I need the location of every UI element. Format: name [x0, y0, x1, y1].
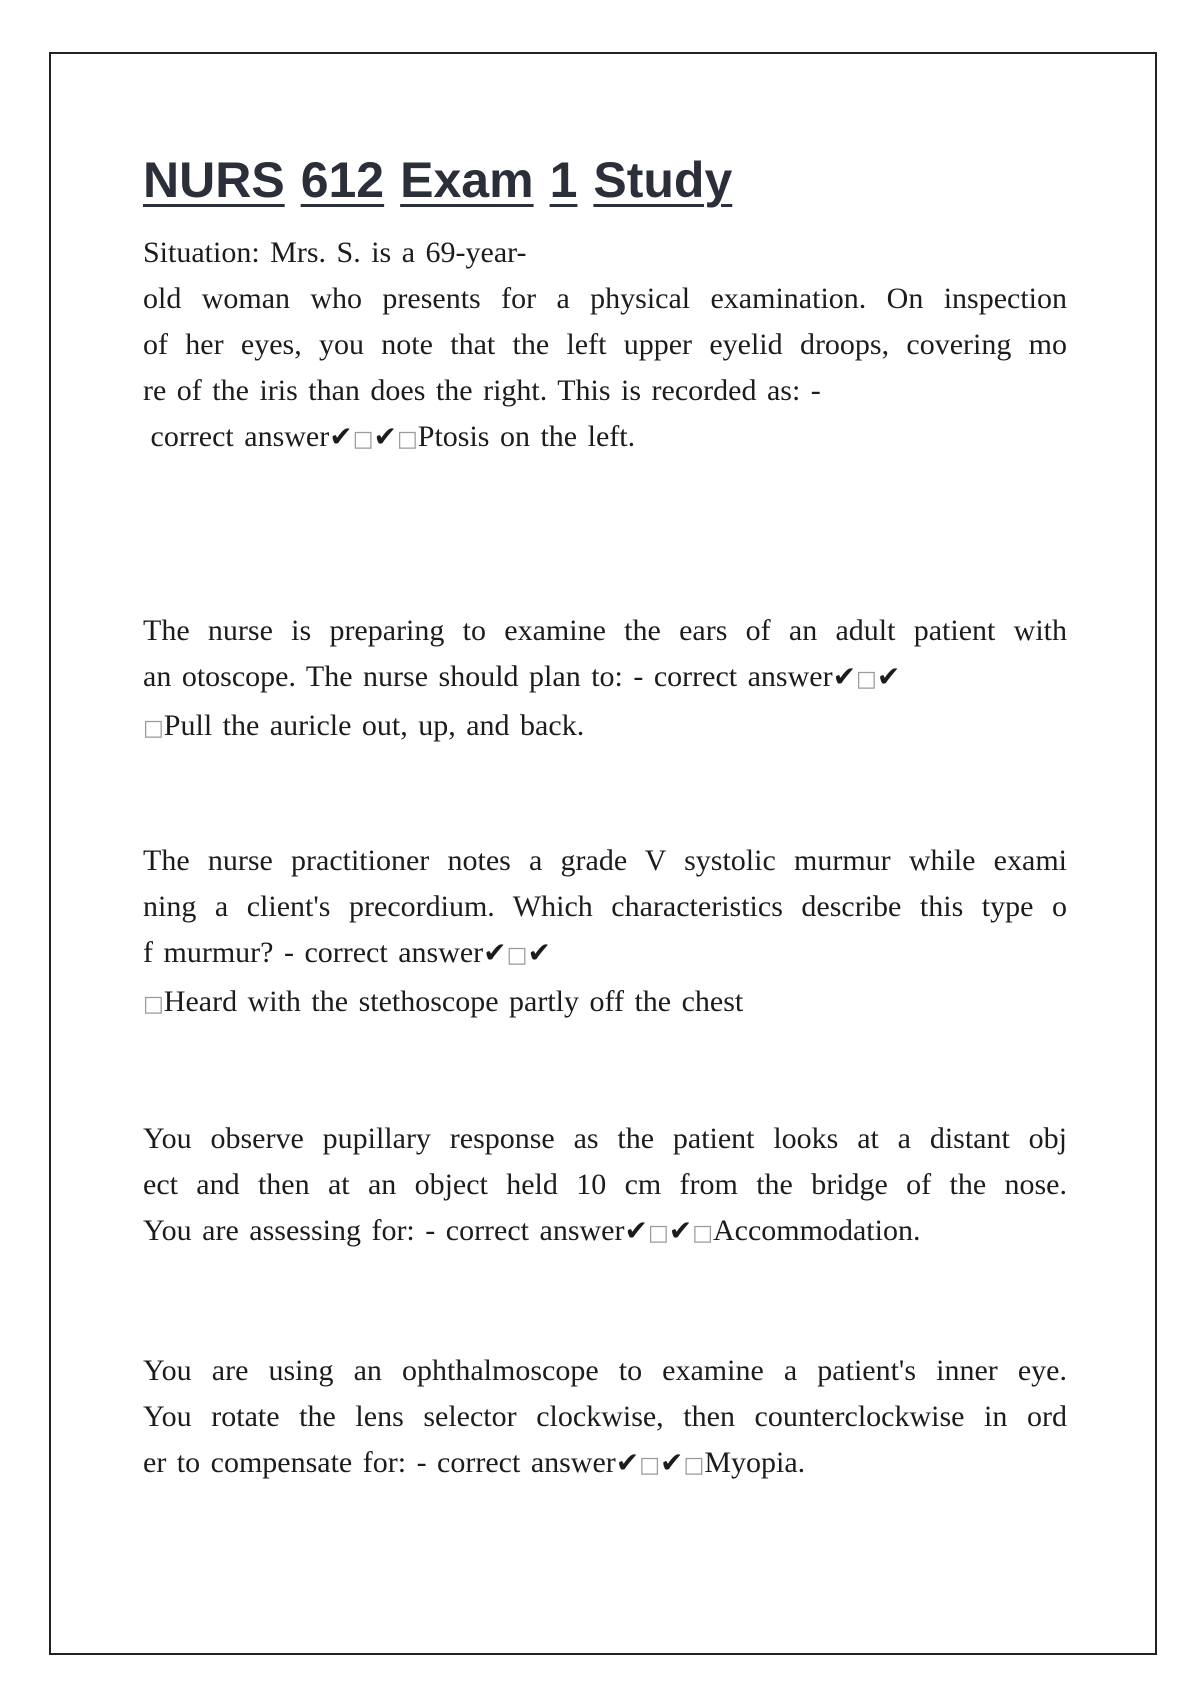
qa-item-3: [143, 838, 1067, 1028]
missing-glyph-box-icon: □: [692, 1221, 714, 1246]
check-icon: ✔: [483, 936, 507, 969]
answer-line: [143, 703, 1067, 752]
qa-item-5: [143, 1348, 1067, 1489]
answer-prefix: correct answer: [143, 420, 330, 453]
question-line: f murmur? - correct answer: [143, 936, 484, 969]
answer-line: [143, 654, 1067, 703]
check-icon: ✔: [615, 1446, 640, 1479]
question-line: of her eyes, you note that the left upper eyelid droops, covering mo: [143, 328, 1067, 361]
qa-item-1: [143, 230, 1067, 463]
answer-text: Ptosis on the left.: [417, 420, 636, 453]
check-icon: ✔: [527, 936, 551, 969]
question-line: You observe pupillary response as the patient looks at a distant obj: [143, 1122, 1067, 1155]
answer-text: Heard with the stethoscope partly off the chest: [163, 985, 744, 1018]
question-line: old woman who presents for a physical examination. On inspection: [143, 282, 1067, 315]
answer-text: Myopia.: [704, 1446, 806, 1479]
answer-line: [143, 1208, 1067, 1257]
missing-glyph-box-icon: □: [143, 992, 164, 1017]
question-line: Situation: Mrs. S. is a 69-year-: [143, 236, 527, 269]
title-word: Exam: [400, 152, 534, 208]
answer-text: Accommodation.: [713, 1214, 921, 1247]
title-word: 612: [300, 152, 385, 208]
question-line: ning a client's precordium. Which characteristics describe this type o: [143, 890, 1067, 923]
question-line: an otoscope. The nurse should plan to: - correct answer: [143, 660, 833, 693]
check-icon: ✔: [329, 420, 353, 453]
qa-item-2: [143, 608, 1067, 752]
missing-glyph-box-icon: □: [352, 427, 374, 452]
question-line: ect and then at an object held 10 cm from the bridge of the nose.: [143, 1168, 1067, 1201]
title-word: Study: [593, 152, 733, 208]
question-line: You are assessing for: - correct answer: [143, 1214, 625, 1247]
question-line: er to compensate for: - correct answer: [143, 1446, 616, 1479]
page-title: [143, 150, 732, 210]
document-page: [49, 52, 1157, 1655]
answer-line: [143, 930, 1067, 979]
check-icon: ✔: [832, 660, 857, 693]
question-line: The nurse practitioner notes a grade V systolic murmur while exami: [143, 844, 1067, 877]
answer-line: [143, 414, 1067, 463]
qa-item-4: [143, 1116, 1067, 1257]
missing-glyph-box-icon: □: [143, 716, 164, 741]
question-line: re of the iris than does the right. This is recorded as: -: [143, 374, 821, 407]
question-line: The nurse is preparing to examine the ears of an adult patient with: [143, 614, 1067, 647]
answer-line: [143, 979, 1067, 1028]
check-icon: ✔: [624, 1214, 648, 1247]
title-word: 1: [549, 152, 578, 208]
title-word: NURS: [143, 152, 285, 208]
check-icon: ✔: [660, 1446, 684, 1479]
answer-line: [143, 1440, 1067, 1489]
check-icon: ✔: [373, 420, 397, 453]
missing-glyph-box-icon: □: [647, 1221, 669, 1246]
missing-glyph-box-icon: □: [506, 943, 528, 968]
missing-glyph-box-icon: □: [396, 427, 418, 452]
check-icon: ✔: [668, 1214, 693, 1247]
missing-glyph-box-icon: □: [856, 667, 877, 692]
check-icon: ✔: [876, 660, 901, 693]
question-line: You rotate the lens selector clockwise, then counterclockwise in ord: [143, 1400, 1067, 1433]
missing-glyph-box-icon: □: [639, 1453, 661, 1478]
missing-glyph-box-icon: □: [683, 1453, 705, 1478]
answer-text: Pull the auricle out, up, and back.: [163, 709, 585, 742]
question-line: You are using an ophthalmoscope to examine a patient's inner eye.: [143, 1354, 1067, 1387]
